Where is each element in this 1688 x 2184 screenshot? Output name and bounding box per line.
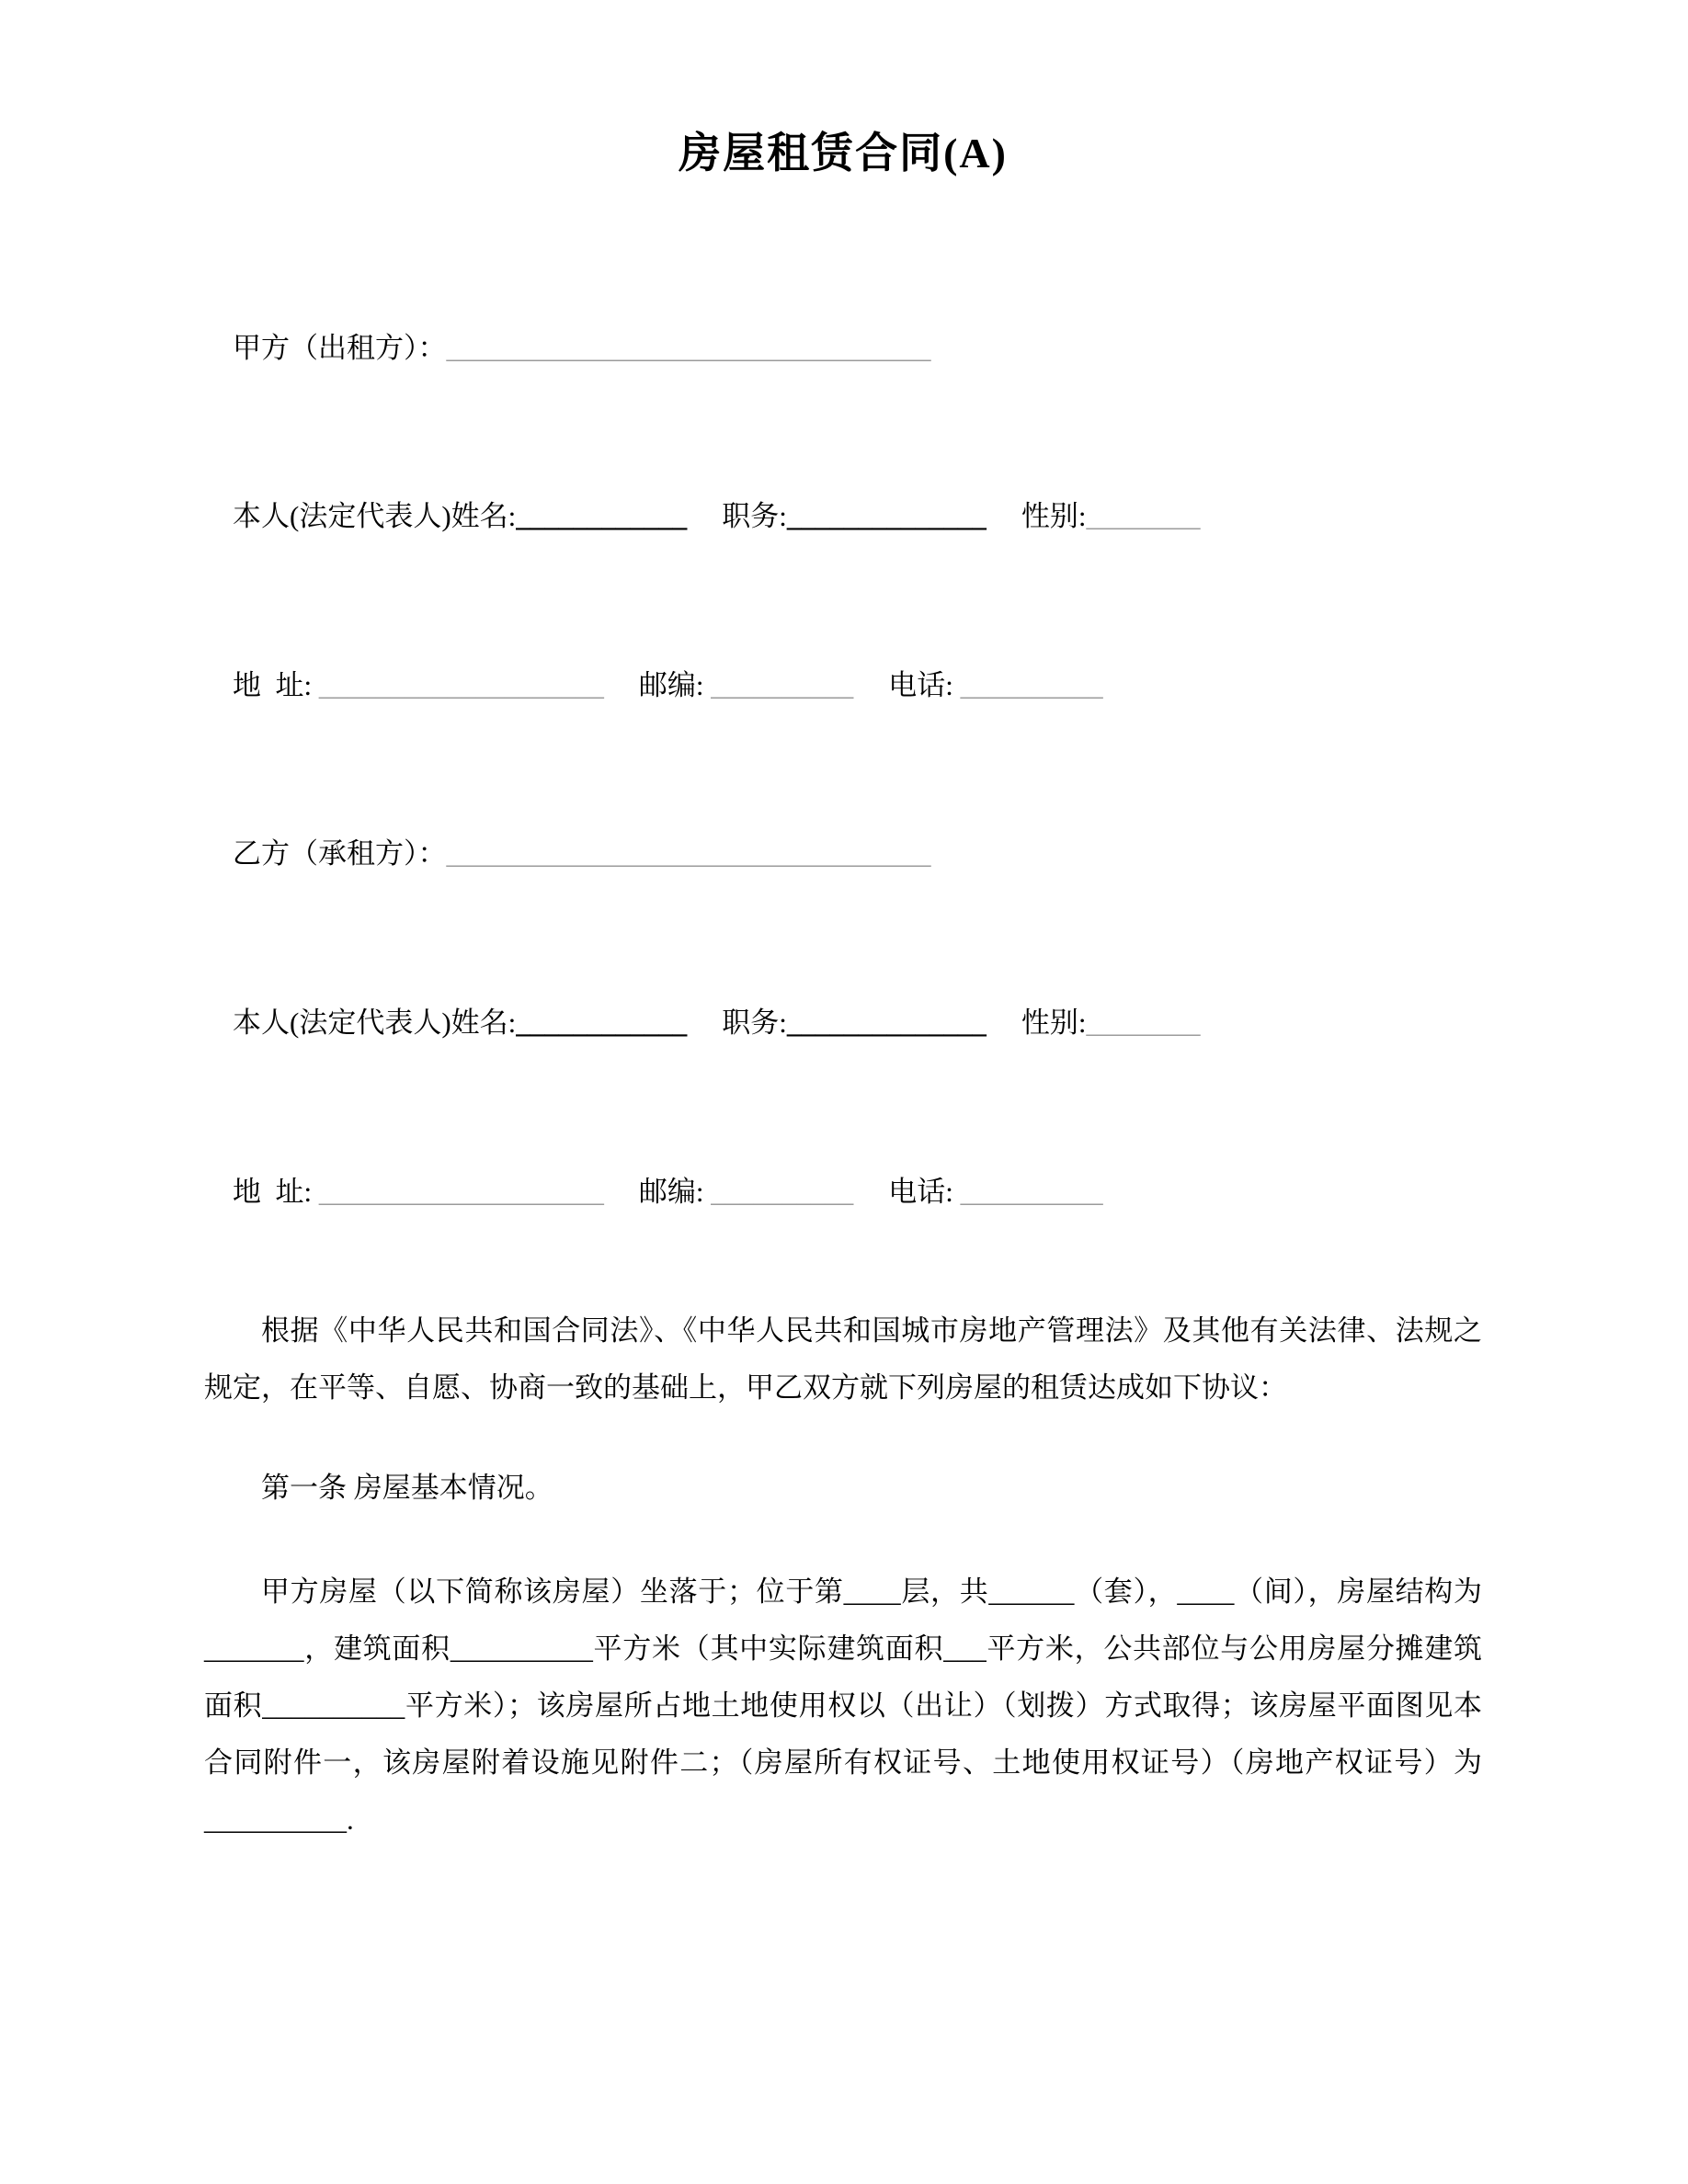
article1-body-paragraph: 甲方房屋（以下简称该房屋）坐落于；位于第____层，共______（套），____（间），房屋结构为_______，建筑面积__________平方米（其中实际建筑面积___平方米，公共部位与公用房屋分摊建筑面积__________平方米）；该房屋所占地土地使用权以（出让）（划拨）方式取得；该房屋平面图见本合同附件一，该房屋附着设施见附件二；（房屋所有权证号、土地使用权证号）（房地产权证号）为__________. — [204, 1575, 1482, 1836]
addr-b-address-blank-field: ____________________ — [318, 1175, 604, 1208]
addr-a-tel-field — [888, 669, 1102, 701]
addr-b-zip-field — [639, 1176, 853, 1208]
rep-a-name-label: 本人(法定代表人)姓名: — [233, 500, 517, 533]
addr-a-zip-label: 邮编: — [638, 668, 712, 701]
article1-heading: 第一条 房屋基本情况。 — [261, 1472, 553, 1505]
party-b-line — [204, 797, 1482, 913]
rep-a-title-field — [722, 500, 987, 532]
addr-b-zip-blank-field: __________ — [711, 1175, 854, 1208]
party-b-field — [233, 837, 931, 870]
rep-a-title-blank-field: ______________ — [786, 500, 987, 533]
rep-a-line — [204, 460, 1482, 575]
addr-a-tel-label: 电话: — [888, 668, 961, 701]
rep-a-gender-field — [1021, 500, 1201, 532]
rep-b-name-field — [233, 1007, 687, 1039]
document-title: 房屋租赁合同(A) — [679, 130, 1008, 176]
rep-b-name-blank-field: ____________ — [516, 1006, 688, 1039]
addr-b-zip-label: 邮编: — [638, 1175, 712, 1208]
rep-a-gender-blank-field: ________ — [1086, 500, 1201, 533]
rep-b-line — [204, 965, 1482, 1081]
preamble-paragraph: 根据《中华人民共和国合同法》、《中华人民共和国城市房地产管理法》及其他有关法律、法规之规定，在平等、自愿、协商一致的基础上，甲乙双方就下列房屋的租赁达成如下协议： — [204, 1314, 1482, 1405]
addr-a-address-label: 地 址: — [233, 668, 319, 701]
rep-b-gender-blank-field: ________ — [1086, 1006, 1201, 1039]
addr-b-tel-blank-field: __________ — [960, 1175, 1103, 1208]
addr-a-line — [204, 628, 1482, 744]
addr-a-tel-blank-field: __________ — [960, 668, 1103, 701]
rep-b-gender-field — [1021, 1007, 1201, 1039]
party-a-label: 甲方（出租方）： — [233, 331, 447, 364]
rep-b-title-field — [722, 1007, 987, 1039]
party-b-label: 乙方（承租方）： — [233, 837, 447, 870]
rep-a-name-field — [233, 500, 687, 532]
rep-a-name-blank-field: ____________ — [516, 500, 688, 533]
party-a-blank-field: __________________________________ — [446, 331, 931, 364]
addr-a-zip-field — [639, 669, 853, 701]
addr-b-tel-label: 电话: — [888, 1175, 961, 1208]
rep-b-title-blank-field: ______________ — [786, 1006, 987, 1039]
rep-b-gender-label: 性别: — [1021, 1006, 1087, 1039]
party-a-line — [204, 290, 1482, 406]
addr-b-address-field — [233, 1176, 604, 1208]
rep-b-title-label: 职务: — [722, 1006, 787, 1039]
rep-a-gender-label: 性别: — [1021, 500, 1087, 533]
party-a-field — [233, 332, 931, 364]
rep-b-name-label: 本人(法定代表人)姓名: — [233, 1006, 517, 1039]
addr-a-address-blank-field: ____________________ — [318, 668, 604, 701]
party-b-blank-field: __________________________________ — [446, 837, 931, 870]
addr-a-address-field — [233, 669, 604, 701]
addr-a-zip-blank-field: __________ — [711, 668, 854, 701]
addr-b-address-label: 地 址: — [233, 1175, 319, 1208]
rep-a-title-label: 职务: — [722, 500, 787, 533]
addr-b-line — [204, 1134, 1482, 1250]
addr-b-tel-field — [888, 1176, 1102, 1208]
